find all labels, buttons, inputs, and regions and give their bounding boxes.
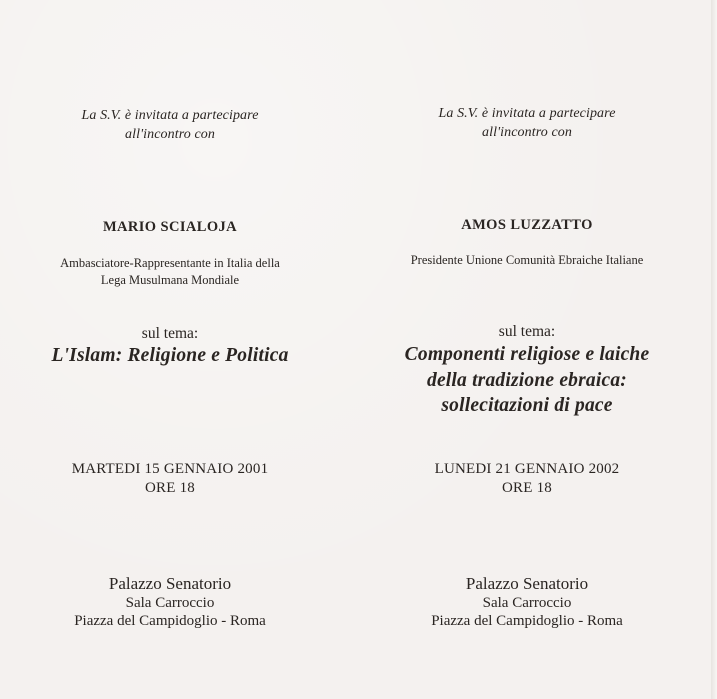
venue-room: Sala Carroccio: [125, 595, 215, 611]
venue-address: Piazza del Campidoglio - Roma: [74, 613, 266, 629]
invite-line-1: La S.V. è invitata a partecipare: [438, 106, 616, 121]
event-time: ORE 18: [145, 480, 195, 496]
topic-label: sul tema:: [498, 323, 556, 340]
topic-line-1: L'Islam: Religione e Politica: [51, 345, 289, 366]
topic-line-1: Componenti religiose e laiche: [404, 344, 650, 365]
venue-name: Palazzo Senatorio: [108, 574, 232, 593]
topic-label: sul tema:: [141, 325, 199, 342]
invite-line-2: all'incontro con: [481, 125, 572, 140]
speaker-name: AMOS LUZZATTO: [461, 217, 593, 233]
invite-line-1: La S.V. è invitata a partecipare: [81, 108, 259, 123]
speaker-role-line-2: Lega Musulmana Mondiale: [100, 273, 240, 287]
topic-line-2: della tradizione ebraica:: [427, 370, 627, 391]
topic-line-3: sollecitazioni di pace: [441, 395, 613, 416]
speaker-role-line-1: Presidente Unione Comunità Ebraiche Italiane: [410, 253, 644, 267]
invitation-right: [357, 0, 697, 699]
page-edge-shadow: [711, 0, 717, 699]
invite-line-2: all'incontro con: [124, 127, 215, 142]
event-date: MARTEDI 15 GENNAIO 2001: [71, 461, 269, 477]
invitation-left: [0, 0, 340, 699]
speaker-role-line-1: Ambasciatore-Rappresentante in Italia della: [60, 256, 280, 270]
venue-name: Palazzo Senatorio: [465, 574, 589, 593]
venue-room: Sala Carroccio: [482, 595, 572, 611]
speaker-name: MARIO SCIALOJA: [102, 219, 238, 235]
event-time: ORE 18: [502, 480, 552, 496]
venue-address: Piazza del Campidoglio - Roma: [431, 613, 623, 629]
event-date: LUNEDI 21 GENNAIO 2002: [434, 461, 620, 477]
